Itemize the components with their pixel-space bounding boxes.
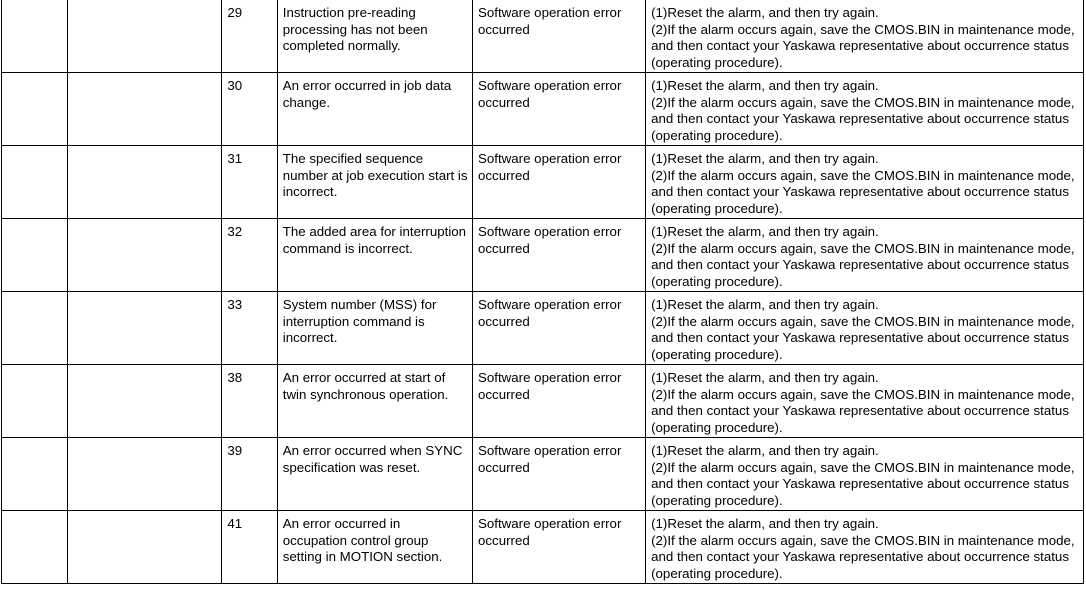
sub-code-cell: 41 [222, 511, 277, 584]
remedy-step-1: (1)Reset the alarm, and then try again. [651, 297, 879, 312]
table-row [2, 365, 1084, 438]
remedy-step-2: (2)If the alarm occurs again, save the CMOS.BIN in maintenance mode, and then contact your Yaskawa representative about occurrence status (operating procedure). [651, 21, 1075, 70]
remedy-step-1: (1)Reset the alarm, and then try again. [651, 224, 879, 239]
remedy-step-1: (1)Reset the alarm, and then try again. [651, 5, 879, 20]
remedy-cell [646, 438, 1084, 511]
alarm-number-cell [2, 146, 68, 219]
cause-cell: Software operation error occurred [473, 219, 646, 292]
remedy-step-2: (2)If the alarm occurs again, save the CMOS.BIN in maintenance mode, and then contact your Yaskawa representative about occurrence status (operating procedure). [651, 240, 1075, 289]
alarm-name-cell [68, 219, 222, 292]
remedy-cell [646, 511, 1084, 584]
table-row [2, 292, 1084, 365]
remedy-step-1: (1)Reset the alarm, and then try again. [651, 443, 879, 458]
meaning-cell: The specified sequence number at job execution start is incorrect. [277, 146, 472, 219]
remedy-step-1: (1)Reset the alarm, and then try again. [651, 516, 879, 531]
remedy-cell [646, 73, 1084, 146]
remedy-cell [646, 0, 1084, 73]
remedy-cell [646, 146, 1084, 219]
sub-code-cell: 39 [222, 438, 277, 511]
table-row [2, 219, 1084, 292]
remedy-cell [646, 219, 1084, 292]
alarm-number-cell [2, 73, 68, 146]
remedy-step-1: (1)Reset the alarm, and then try again. [651, 370, 879, 385]
meaning-cell: The added area for interruption command is incorrect. [277, 219, 472, 292]
remedy-cell [646, 292, 1084, 365]
remedy-step-1: (1)Reset the alarm, and then try again. [651, 78, 879, 93]
alarm-name-cell [68, 438, 222, 511]
alarm-name-cell [68, 73, 222, 146]
sub-code-cell: 31 [222, 146, 277, 219]
alarm-number-cell [2, 438, 68, 511]
cause-cell: Software operation error occurred [473, 73, 646, 146]
cause-cell: Software operation error occurred [473, 511, 646, 584]
meaning-cell: An error occurred in occupation control group setting in MOTION section. [277, 511, 472, 584]
sub-code-cell: 29 [222, 0, 277, 73]
sub-code-cell: 38 [222, 365, 277, 438]
remedy-cell [646, 365, 1084, 438]
meaning-cell: An error occurred when SYNC specification was reset. [277, 438, 472, 511]
sub-code-cell: 32 [222, 219, 277, 292]
cause-cell: Software operation error occurred [473, 146, 646, 219]
alarm-number-cell [2, 219, 68, 292]
cause-cell: Software operation error occurred [473, 0, 646, 73]
remedy-step-2: (2)If the alarm occurs again, save the CMOS.BIN in maintenance mode, and then contact your Yaskawa representative about occurrence status (operating procedure). [651, 94, 1075, 143]
cause-cell: Software operation error occurred [473, 292, 646, 365]
alarm-number-cell [2, 511, 68, 584]
meaning-cell: An error occurred in job data change. [277, 73, 472, 146]
alarm-name-cell [68, 511, 222, 584]
table-row [2, 146, 1084, 219]
table-row [2, 73, 1084, 146]
table-row [2, 438, 1084, 511]
alarm-number-cell [2, 292, 68, 365]
sub-code-cell: 33 [222, 292, 277, 365]
table-row [2, 0, 1084, 73]
cause-cell: Software operation error occurred [473, 438, 646, 511]
alarm-number-cell [2, 365, 68, 438]
alarm-table [1, 0, 1084, 584]
alarm-name-cell [68, 146, 222, 219]
meaning-cell: System number (MSS) for interruption command is incorrect. [277, 292, 472, 365]
alarm-number-cell [2, 0, 68, 73]
meaning-cell: An error occurred at start of twin synchronous operation. [277, 365, 472, 438]
table-row [2, 511, 1084, 584]
alarm-name-cell [68, 292, 222, 365]
alarm-name-cell [68, 365, 222, 438]
remedy-step-2: (2)If the alarm occurs again, save the CMOS.BIN in maintenance mode, and then contact your Yaskawa representative about occurrence status (operating procedure). [651, 167, 1075, 216]
remedy-step-1: (1)Reset the alarm, and then try again. [651, 151, 879, 166]
remedy-step-2: (2)If the alarm occurs again, save the CMOS.BIN in maintenance mode, and then contact your Yaskawa representative about occurrence status (operating procedure). [651, 386, 1075, 435]
remedy-step-2: (2)If the alarm occurs again, save the CMOS.BIN in maintenance mode, and then contact your Yaskawa representative about occurrence status (operating procedure). [651, 532, 1075, 581]
remedy-step-2: (2)If the alarm occurs again, save the CMOS.BIN in maintenance mode, and then contact your Yaskawa representative about occurrence status (operating procedure). [651, 313, 1075, 362]
remedy-step-2: (2)If the alarm occurs again, save the CMOS.BIN in maintenance mode, and then contact your Yaskawa representative about occurrence status (operating procedure). [651, 459, 1075, 508]
alarm-table-body [2, 0, 1084, 584]
alarm-name-cell [68, 0, 222, 73]
cause-cell: Software operation error occurred [473, 365, 646, 438]
meaning-cell: Instruction pre-reading processing has not been completed normally. [277, 0, 472, 73]
sub-code-cell: 30 [222, 73, 277, 146]
